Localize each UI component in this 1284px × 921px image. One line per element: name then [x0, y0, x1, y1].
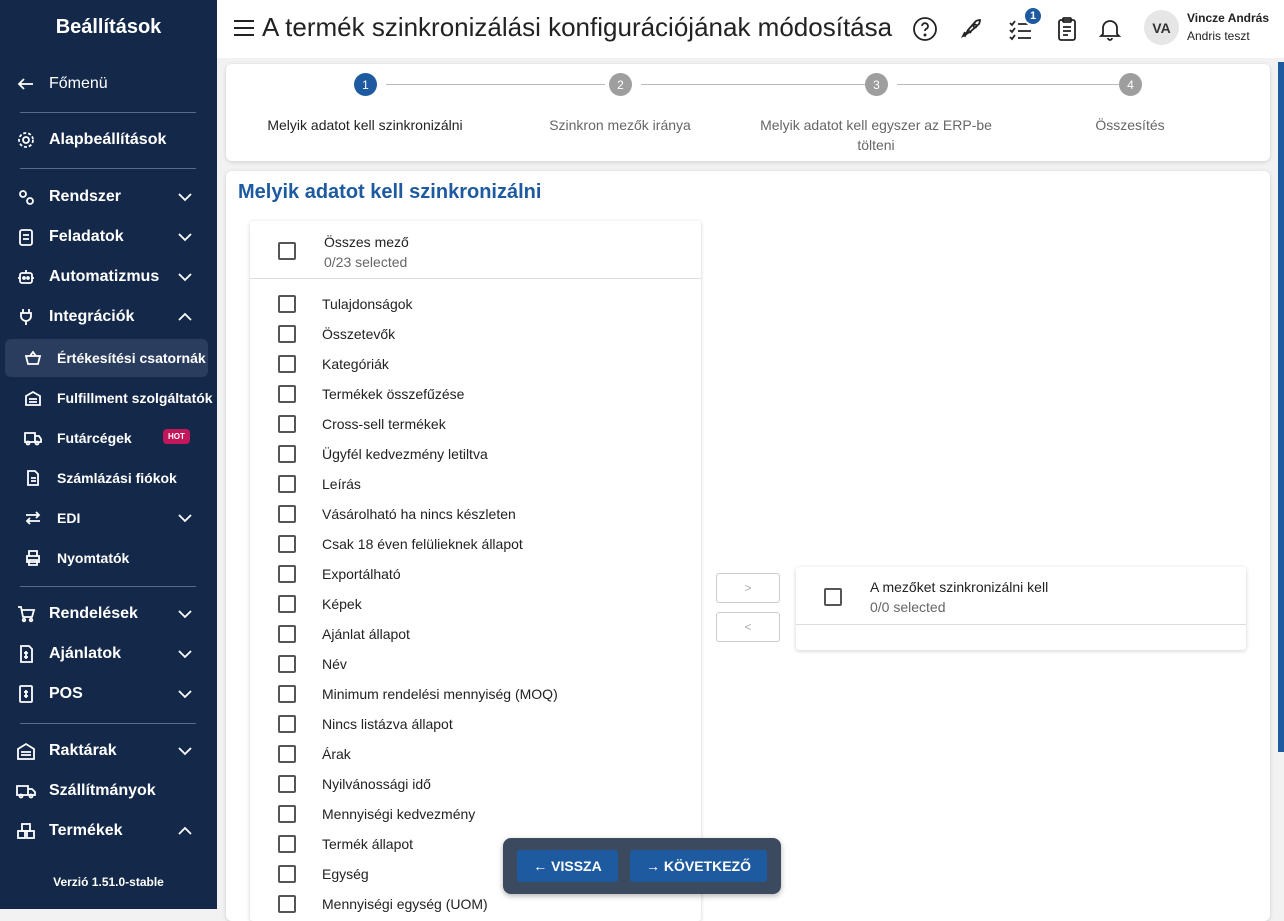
field-label: Csak 18 éven felülieknek állapot [322, 536, 523, 552]
field-list-item[interactable] [250, 559, 701, 589]
field-list-item[interactable] [250, 289, 701, 319]
sidebar-subitem-printers[interactable] [0, 539, 217, 577]
field-checkbox[interactable] [278, 805, 296, 823]
field-list-item[interactable] [250, 769, 701, 799]
sidebar-item-pos[interactable] [0, 674, 217, 714]
field-checkbox[interactable] [278, 895, 296, 913]
chevron-down-icon [176, 228, 194, 246]
menu-icon[interactable] [233, 18, 255, 38]
sidebar-subitem-fulfillment[interactable] [0, 379, 217, 417]
sidebar-item-quotes[interactable] [0, 634, 217, 674]
warehouse-icon [16, 741, 36, 761]
sidebar-item-label: Termékek [49, 822, 123, 839]
available-fields-header [250, 221, 701, 279]
sidebar-item-automation[interactable] [0, 257, 217, 297]
chevron-down-icon [176, 188, 194, 206]
field-label: Termék állapot [322, 836, 414, 852]
cart-icon [16, 604, 36, 624]
field-checkbox[interactable] [278, 295, 296, 313]
sidebar-divider [20, 168, 196, 169]
chevron-down-icon [176, 685, 194, 703]
settings-gears-icon [16, 187, 36, 207]
field-list-item[interactable] [250, 589, 701, 619]
chevron-down-icon [176, 645, 194, 663]
next-button[interactable]: → KÖVETKEZŐ [630, 850, 767, 882]
arrow-left-icon [16, 74, 36, 94]
step-connector [897, 84, 1119, 85]
field-label: Ügyfél kedvezmény letiltva [322, 446, 488, 462]
selected-fields-title: A mezőket szinkronizálni kell [870, 579, 1049, 595]
field-checkbox[interactable] [278, 355, 296, 373]
wizard-navigation [503, 838, 781, 894]
field-list-item[interactable] [250, 739, 701, 769]
sidebar-item-integrations[interactable] [0, 297, 217, 337]
field-label: Minimum rendelési mennyiség (MOQ) [322, 686, 558, 702]
field-label: Egység [322, 866, 369, 882]
sidebar-subitem-billing-accounts[interactable] [0, 459, 217, 497]
rocket-icon[interactable] [959, 16, 985, 42]
field-list-item[interactable] [250, 529, 701, 559]
truck-icon [16, 781, 36, 801]
field-checkbox[interactable] [278, 475, 296, 493]
sidebar-item-shipments[interactable] [0, 771, 217, 811]
field-list-item[interactable] [250, 379, 701, 409]
sidebar-divider [20, 723, 196, 724]
sidebar-title: Beállítások [55, 16, 162, 38]
field-label: Exportálható [322, 566, 401, 582]
field-checkbox[interactable] [278, 715, 296, 733]
field-list-item[interactable] [250, 349, 701, 379]
chevron-down-icon [176, 268, 194, 286]
field-label: Ajánlat állapot [322, 626, 410, 642]
avatar[interactable]: VA [1144, 10, 1179, 45]
sidebar-subitem-label: Számlázási fiókok [57, 470, 177, 486]
field-checkbox[interactable] [278, 745, 296, 763]
dollar-doc-icon [16, 644, 36, 664]
move-left-button[interactable]: < [716, 612, 780, 642]
printer-icon [24, 549, 42, 567]
select-all-selected-checkbox[interactable] [824, 588, 842, 606]
field-checkbox[interactable] [278, 775, 296, 793]
field-checkbox[interactable] [278, 655, 296, 673]
step-connector [386, 84, 605, 85]
field-checkbox[interactable] [278, 685, 296, 703]
tasks-count-badge: 1 [1023, 6, 1043, 26]
available-fields-list [250, 221, 701, 921]
selected-fields-count: 0/0 selected [870, 599, 946, 615]
chevron-up-icon [176, 822, 194, 840]
sidebar-subitem-label: EDI [57, 510, 81, 526]
wizard-stepper [226, 64, 1270, 161]
sidebar-item-label: Feladatok [49, 228, 124, 245]
select-all-checkbox[interactable] [278, 242, 296, 260]
gear-icon [16, 130, 36, 150]
clipboard-icon[interactable] [1054, 16, 1080, 42]
warehouse-icon [24, 389, 42, 407]
step-2-indicator[interactable]: 2 [609, 73, 632, 96]
field-label: Nyilvánossági idő [322, 776, 431, 792]
field-label: Cross-sell termékek [322, 416, 446, 432]
field-label: Mennyiségi egység (UOM) [322, 896, 488, 912]
sidebar-divider [20, 586, 196, 587]
sidebar-divider [20, 112, 196, 113]
field-list-item[interactable] [250, 709, 701, 739]
bell-icon[interactable] [1097, 16, 1123, 42]
sidebar-item-label: Raktárak [49, 742, 117, 759]
plug-icon [16, 307, 36, 327]
help-icon[interactable] [912, 16, 938, 42]
sidebar [0, 0, 217, 909]
field-label: Kategóriák [322, 356, 389, 372]
sidebar-subitem-label: Nyomtatók [57, 550, 130, 566]
sidebar-item-orders[interactable] [0, 594, 217, 634]
sidebar-item-label: Automatizmus [49, 268, 160, 285]
chevron-down-icon [176, 605, 194, 623]
field-label: Árak [322, 746, 351, 762]
chevron-up-icon [176, 308, 194, 326]
field-list-item[interactable] [250, 409, 701, 439]
selected-fields-header [796, 567, 1246, 625]
sidebar-subitem-label: Fulfillment szolgáltatók [57, 390, 213, 406]
available-fields-count: 0/23 selected [324, 254, 408, 270]
scrollbar[interactable] [1278, 62, 1284, 752]
field-label: Képek [322, 596, 362, 612]
user-name: Vincze András [1187, 11, 1270, 25]
swap-arrows-icon [24, 509, 42, 527]
main-content [226, 171, 1270, 921]
sidebar-item-tasks[interactable] [0, 217, 217, 257]
back-button[interactable]: ← VISSZA [517, 850, 618, 882]
sidebar-subitem-label: Értékesítési csatornák [57, 350, 206, 366]
section-title: Melyik adatot kell szinkronizálni [238, 181, 542, 203]
step-connector [641, 84, 865, 85]
field-list-item[interactable] [250, 439, 701, 469]
app-version: Verzió 1.51.0-stable [53, 875, 164, 889]
boxes-icon [16, 821, 36, 841]
truck-icon [24, 429, 42, 447]
field-label: Nincs listázva állapot [322, 716, 453, 732]
field-label: Vásárolható ha nincs készleten [322, 506, 516, 522]
field-checkbox[interactable] [278, 415, 296, 433]
field-label: Termékek összefűzése [322, 386, 465, 402]
field-label: Összetevők [322, 326, 396, 342]
sidebar-item-warehouses[interactable] [0, 731, 217, 771]
sidebar-subitem-sales-channels[interactable] [5, 339, 208, 377]
field-checkbox[interactable] [278, 595, 296, 613]
document-icon [24, 469, 42, 487]
top-header [217, 0, 1284, 58]
sidebar-item-label: Rendszer [49, 188, 122, 205]
field-checkbox[interactable] [278, 865, 296, 883]
step-3-label: Melyik adatot kell egyszer az ERP-be tölteni [760, 117, 992, 153]
field-checkbox[interactable] [278, 385, 296, 403]
hot-badge: HOT [163, 429, 190, 444]
sidebar-item-label: Ajánlatok [49, 645, 122, 662]
page-title: A termék szinkronizálási konfigurációjának módosítása [262, 12, 893, 42]
field-label: Leírás [322, 476, 361, 492]
sidebar-back-label: Főmenü [49, 75, 108, 92]
robot-icon [16, 267, 36, 287]
sidebar-item-label: Alapbeállítások [49, 131, 167, 148]
sidebar-item-label: POS [49, 685, 83, 702]
sidebar-back-main-menu[interactable] [0, 64, 217, 104]
user-organization: Andris teszt [1187, 29, 1250, 43]
field-checkbox[interactable] [278, 835, 296, 853]
field-list-item[interactable] [250, 319, 701, 349]
field-checkbox[interactable] [278, 325, 296, 343]
pos-icon [16, 684, 36, 704]
sidebar-subitem-edi[interactable] [0, 499, 217, 537]
chevron-down-icon [176, 509, 194, 527]
step-1-label: Melyik adatot kell szinkronizálni [267, 117, 463, 133]
step-1-indicator[interactable]: 1 [354, 73, 377, 96]
clipboard-icon [16, 227, 36, 247]
step-4-label: Összesítés [1095, 117, 1165, 133]
field-label: Mennyiségi kedvezmény [322, 806, 476, 822]
step-3-indicator[interactable]: 3 [865, 73, 888, 96]
sidebar-item-system[interactable] [0, 177, 217, 217]
field-list-item[interactable] [250, 619, 701, 649]
field-list-item[interactable] [250, 499, 701, 529]
sidebar-item-basic-settings[interactable] [0, 120, 217, 160]
move-right-button[interactable]: > [716, 573, 780, 603]
field-label: Név [322, 656, 347, 672]
field-checkbox[interactable] [278, 535, 296, 553]
sidebar-item-label: Rendelések [49, 605, 138, 622]
step-4-indicator[interactable]: 4 [1119, 73, 1142, 96]
field-list-item[interactable] [250, 649, 701, 679]
step-2-label: Szinkron mezők iránya [549, 117, 691, 133]
available-fields-title: Összes mező [324, 234, 409, 250]
field-checkbox[interactable] [278, 445, 296, 463]
field-checkbox[interactable] [278, 565, 296, 583]
selected-fields-list [796, 567, 1246, 650]
field-checkbox[interactable] [278, 505, 296, 523]
field-label: Tulajdonságok [322, 296, 413, 312]
sidebar-subitem-label: Futárcégek [57, 430, 132, 446]
field-list-item[interactable] [250, 679, 701, 709]
sidebar-subitem-couriers[interactable] [0, 419, 217, 457]
chevron-down-icon [176, 742, 194, 760]
basket-icon [24, 349, 42, 367]
field-list-item[interactable] [250, 469, 701, 499]
field-list-item[interactable] [250, 799, 701, 829]
sidebar-item-label: Integrációk [49, 308, 135, 325]
sidebar-item-products[interactable] [0, 811, 217, 851]
sidebar-item-label: Szállítmányok [49, 782, 156, 799]
field-checkbox[interactable] [278, 625, 296, 643]
